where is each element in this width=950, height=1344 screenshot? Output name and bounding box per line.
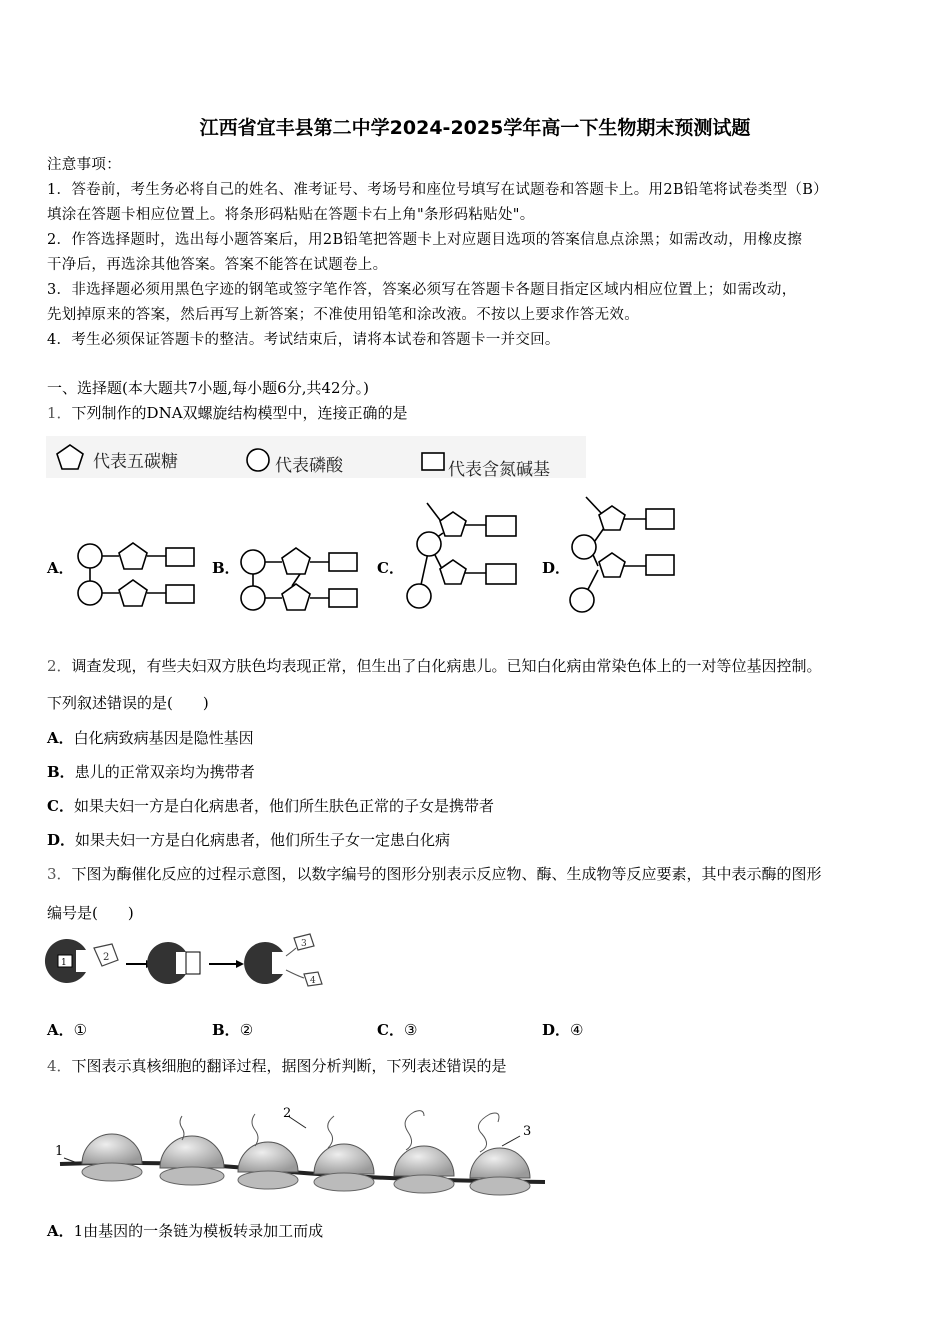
ribosome bbox=[314, 1116, 374, 1191]
question-4 bbox=[47, 1055, 507, 1076]
option-letter: B． bbox=[212, 1021, 240, 1039]
notice-line: 干净后，再选涂其他答案。答案不能答在试题卷上。 bbox=[47, 257, 388, 273]
label-4: 4 bbox=[310, 976, 316, 986]
option-letter: A． bbox=[47, 729, 74, 747]
section-heading: 一、选择题(本大题共7小题,每小题6分,共42分。) bbox=[47, 379, 369, 397]
label-1: 1 bbox=[61, 958, 67, 968]
option-c bbox=[47, 795, 494, 816]
label-3: 3 bbox=[301, 939, 307, 949]
option-text: 如果夫妇一方是白化病患者，他们所生子女一定患白化病 bbox=[75, 831, 451, 849]
notice-line: 填涂在答题卡相应位置上。将条形码粘贴在答题卡右上角"条形码粘贴处"。 bbox=[47, 207, 535, 223]
option-text: 如果夫妇一方是白化病患者，他们所生肤色正常的子女是携带者 bbox=[73, 797, 494, 815]
question-3 bbox=[47, 863, 822, 884]
notice-line: 4．考生必须保证答题卡的整洁。考试结束后，请将本试卷和答题卡一并交回。 bbox=[47, 332, 560, 348]
option-d bbox=[47, 829, 450, 850]
ribosome bbox=[470, 1113, 530, 1195]
option-text: ③ bbox=[403, 1021, 418, 1039]
question-1 bbox=[47, 402, 408, 423]
q3-option-b bbox=[212, 1019, 253, 1040]
option-d-diagram bbox=[568, 492, 688, 617]
option-text: 患儿的正常双亲均为携带者 bbox=[74, 763, 255, 781]
option-c-diagram bbox=[405, 498, 525, 616]
option-c-label: C． bbox=[377, 559, 404, 577]
option-letter: A． bbox=[47, 1021, 74, 1039]
question-text-cont: 下列叙述错误的是( ) bbox=[47, 694, 209, 712]
option-letter: B． bbox=[47, 763, 75, 781]
option-text: 1由基因的一条链为模板转录加工而成 bbox=[73, 1222, 324, 1240]
q3-option-c bbox=[377, 1019, 417, 1040]
notice-heading: 注意事项： bbox=[47, 157, 121, 173]
legend-pentagon-label: 代表五碳糖 bbox=[93, 452, 178, 472]
q3-option-d bbox=[542, 1019, 583, 1040]
option-letter: A． bbox=[47, 1222, 74, 1240]
option-text: 白化病致病基因是隐性基因 bbox=[73, 729, 254, 747]
notice-line: 先划掉原来的答案，然后再写上新答案；不准使用铅笔和涂改液。不按以上要求作答无效。 bbox=[47, 307, 639, 323]
question-text: 下图表示真核细胞的翻译过程，据图分析判断，下列表述错误的是 bbox=[71, 1057, 507, 1075]
option-b bbox=[47, 761, 255, 782]
label-1: 1 bbox=[55, 1144, 64, 1159]
ribosome bbox=[394, 1111, 454, 1193]
notice-line: 2．作答选择题时，选出每小题答案后，用2B铅笔把答题卡上对应题目选项的答案信息点涂黑；如需改动，用橡皮擦 bbox=[47, 232, 803, 248]
q3-option-a bbox=[47, 1019, 87, 1040]
page-title: 江西省宜丰县第二中学2024-2025学年高一下生物期末预测试题 bbox=[199, 117, 751, 139]
option-letter: C． bbox=[47, 797, 74, 815]
legend-circle-label: 代表磷酸 bbox=[275, 456, 343, 476]
option-d-label: D． bbox=[542, 559, 571, 577]
square-icon bbox=[422, 453, 444, 470]
label-3: 3 bbox=[523, 1124, 532, 1139]
option-text: ④ bbox=[570, 1021, 584, 1039]
option-text: ① bbox=[73, 1021, 88, 1039]
question-text-cont: 编号是( ) bbox=[47, 904, 134, 922]
question-number: 1． bbox=[47, 404, 72, 422]
ribosome bbox=[160, 1116, 224, 1185]
notice-line: 1．答卷前，考生务必将自己的姓名、准考证号、考场号和座位号填写在试题卷和答题卡上。用2B铅笔将试卷类型（B） bbox=[47, 182, 828, 198]
question-text: 下图为酶催化反应的过程示意图，以数字编号的图形分别表示反应物、酶、生成物等反应要素，其中表示酶的图形 bbox=[71, 865, 822, 883]
option-text: ② bbox=[239, 1021, 254, 1039]
label-2: 2 bbox=[283, 1106, 292, 1121]
option-b-label: B． bbox=[212, 559, 240, 577]
question-number: 3． bbox=[47, 865, 72, 883]
question-2 bbox=[47, 655, 822, 676]
option-a-label: A． bbox=[47, 559, 74, 577]
notice-line: 3．非选择题必须用黑色字迹的钢笔或签字笔作答，答案必须写在答题卡各题目指定区域内相应位置上；如需改动， bbox=[47, 282, 797, 298]
question-text: 下列制作的DNA双螺旋结构模型中，连接正确的是 bbox=[71, 404, 408, 422]
ribosome bbox=[238, 1114, 298, 1189]
legend-square-label: 代表含氮碱基 bbox=[448, 460, 550, 480]
ribosome bbox=[82, 1134, 142, 1181]
question-number: 4． bbox=[47, 1057, 72, 1075]
enzyme-reaction-diagram bbox=[46, 930, 336, 990]
label-2: 2 bbox=[103, 952, 110, 963]
translation-diagram bbox=[50, 1092, 555, 1200]
option-letter: C． bbox=[377, 1021, 404, 1039]
option-letter: D． bbox=[47, 831, 76, 849]
question-number: 2． bbox=[47, 657, 72, 675]
question-text: 调查发现，有些夫妇双方肤色均表现正常，但生出了白化病患儿。已知白化病由常染色体上的一对等位基因控制。 bbox=[71, 657, 822, 675]
q4-option-a bbox=[47, 1220, 323, 1241]
option-a-diagram bbox=[75, 540, 200, 615]
circle-icon bbox=[247, 449, 269, 471]
option-a bbox=[47, 727, 254, 748]
option-b-diagram bbox=[238, 540, 363, 620]
option-letter: D． bbox=[542, 1021, 571, 1039]
